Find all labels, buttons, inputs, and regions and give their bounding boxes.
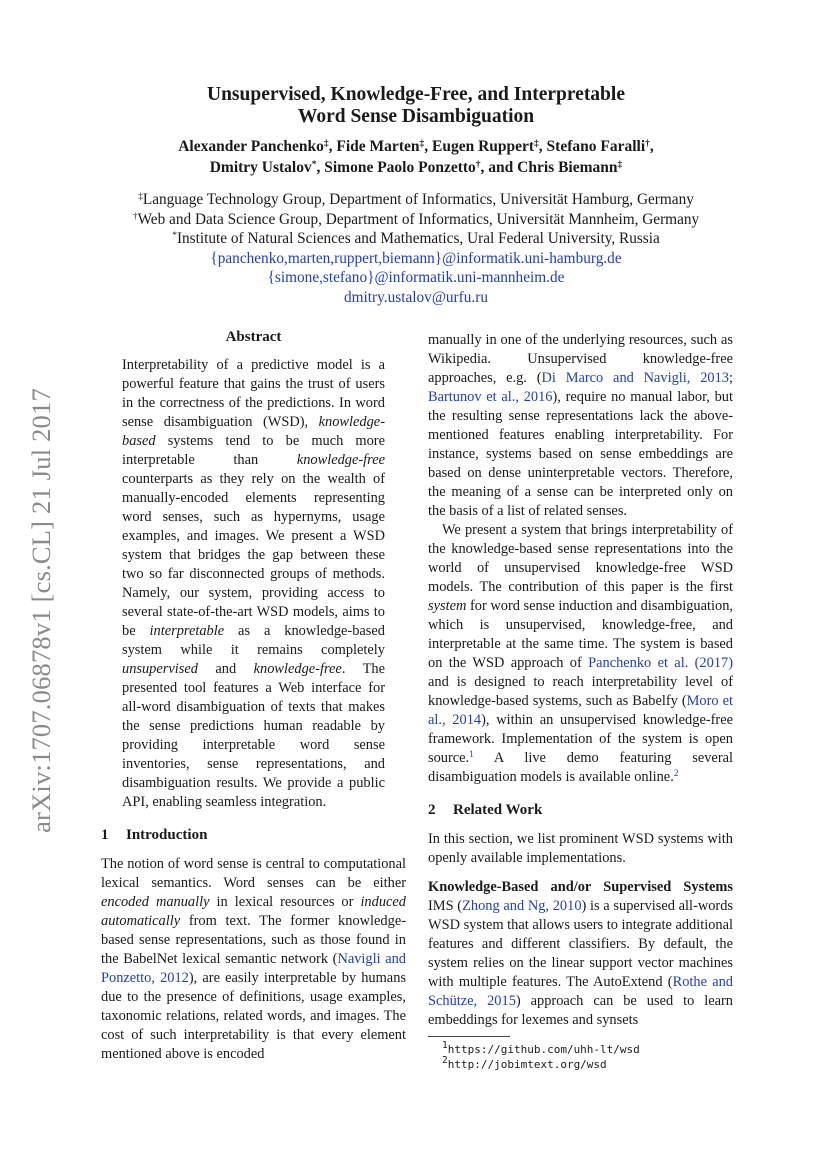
affiliation-mark: † bbox=[475, 160, 481, 170]
footnote-1 bbox=[428, 1042, 733, 1057]
citation-link[interactable]: Bartunov et al., 2016 bbox=[428, 389, 553, 405]
text-run: We present a system that brings interpretability of the knowledge-based sense representations into the world of unsupervised knowledge-free WSD models. The contribution of this paper is the first bbox=[428, 522, 733, 595]
footnote-url[interactable]: http://jobimtext.org/wsd bbox=[447, 1058, 607, 1071]
email-hamburg[interactable]: {panchenko,marten,ruppert,biemann}@informatik.uni-hamburg.de bbox=[210, 249, 622, 267]
text-run: manually in one of the underlying resources, such as Wikipedia. Unsupervised knowledge-free approaches, e.g. ( bbox=[428, 332, 733, 386]
title-line-2: Word Sense Disambiguation bbox=[297, 106, 535, 127]
text-run: in lexical resources or bbox=[209, 894, 361, 910]
arxiv-identifier: arXiv:1707.06878v1 [cs.CL] 21 Jul 2017 bbox=[25, 387, 56, 833]
citation-link[interactable]: Panchenko et al. (2017) bbox=[588, 655, 733, 671]
paragraph bbox=[428, 331, 733, 521]
author-list bbox=[100, 136, 732, 178]
emphasis: knowledge-based bbox=[122, 414, 385, 449]
emphasis: interpretable bbox=[149, 623, 225, 639]
footnote-url[interactable]: https://github.com/uhh-lt/wsd bbox=[447, 1043, 640, 1056]
text-run: and is designed to reach interpretability level of knowledge-based systems, such as Babelfy ( bbox=[428, 674, 733, 709]
author-name: Fide Marten bbox=[336, 138, 420, 155]
text-run: ), require no manual labor, but the resulting sense representations lack the above-mentioned features enabling interpretability. For instance, systems based on sense embeddings are based on dense uninterpretable vectors. Therefore, the meaning of a sense can be interpreted only on the basis of a list of related senses. bbox=[428, 389, 733, 519]
author-name: Simone Paolo Ponzetto bbox=[324, 159, 476, 176]
affiliation-mark: * bbox=[172, 231, 177, 242]
emphasis: unsupervised bbox=[122, 661, 198, 677]
citation-link[interactable]: Rothe and Schütze, 2015 bbox=[428, 974, 733, 1009]
affiliation-mark: † bbox=[132, 211, 138, 222]
footnote-marker[interactable]: 1 bbox=[469, 750, 474, 760]
footnote-2 bbox=[428, 1057, 733, 1072]
author-name: Stefano Faralli bbox=[546, 138, 646, 155]
text-run: A live demo featuring several disambiguation models is available online. bbox=[428, 750, 733, 785]
email-urfu[interactable]: dmitry.ustalov@urfu.ru bbox=[344, 288, 488, 306]
section-heading-introduction bbox=[101, 826, 406, 845]
text-run: . The presented tool features a Web interface for all-word disambiguation of texts that makes the sense predictions human readable by providing interpretable word sense inventories, sense representations, and disambiguation results. We provide a public API, enabling seamless integration. bbox=[122, 661, 385, 810]
title-line-1: Unsupervised, Knowledge-Free, and Interpretable bbox=[207, 84, 625, 105]
email-mannheim[interactable]: {simone,stefano}@informatik.uni-mannheim.de bbox=[267, 269, 565, 287]
citation-link[interactable]: Moro et al., 2014 bbox=[428, 693, 733, 728]
affiliation-mannheim bbox=[90, 210, 742, 230]
section-number: 2 bbox=[428, 802, 436, 818]
text-run: ; bbox=[728, 370, 733, 386]
author-name: Dmitry Ustalov bbox=[209, 159, 312, 176]
text-run: systems tend to be much more interpretable than bbox=[122, 433, 385, 468]
affiliation-text: Institute of Natural Sciences and Mathematics, Ural Federal University, Russia bbox=[176, 230, 660, 248]
text-run: counterparts as they rely on the wealth of manually-encoded elements representing word senses, such as hypernyms, usage examples, and images. We present a WSD system that bridges the gap between these two so far disconnected groups of methods. Namely, our system, providing access to several state-of-the-art WSD models, aims to be bbox=[122, 471, 385, 639]
abstract-text bbox=[101, 356, 406, 812]
text-run: ) approach can be used to learn embeddings for lexemes and synsets bbox=[428, 993, 734, 1028]
section-number: 1 bbox=[101, 827, 109, 843]
footnote-marker[interactable]: 2 bbox=[673, 769, 679, 779]
abstract-heading: Abstract bbox=[225, 329, 282, 345]
affiliation-hamburg bbox=[90, 190, 742, 210]
section-heading-related-work bbox=[428, 801, 733, 820]
text-run: IMS ( bbox=[428, 898, 463, 914]
citation-link[interactable]: Zhong and Ng, 2010 bbox=[462, 898, 582, 914]
affiliation-mark: † bbox=[645, 139, 650, 149]
text-run: as a knowledge-based system while it remains completely bbox=[122, 623, 385, 658]
text-run: from text. The former knowledge-based sense representations, such as those found in the BabelNet lexical semantic network ( bbox=[101, 913, 406, 967]
emphasis: system bbox=[428, 598, 467, 614]
text-run: ), within an unsupervised knowledge-free framework. Implementation of the system is open source. bbox=[428, 712, 733, 766]
emphasis: induced automatically bbox=[101, 894, 406, 929]
arxiv-sidebar-stamp bbox=[12, 370, 70, 850]
left-column bbox=[101, 328, 406, 1064]
author-line-1: Alexander Panchenko‡, Fide Marten‡, Eugen Ruppert‡, Stefano Faralli†, bbox=[178, 138, 654, 155]
text-run: and bbox=[197, 661, 254, 677]
emphasis: knowledge-free bbox=[253, 661, 342, 677]
footnotes bbox=[428, 1036, 733, 1072]
text-run: for word sense induction and disambiguation, which is unsupervised, knowledge-free, and interpretable at the same time. The system is based on the WSD approach of bbox=[428, 598, 733, 671]
footnote-divider bbox=[428, 1036, 510, 1037]
affiliations bbox=[90, 190, 742, 308]
author-name: Alexander Panchenko bbox=[178, 138, 324, 155]
author-name: Eugen Ruppert bbox=[431, 138, 535, 155]
section-title: Related Work bbox=[453, 802, 543, 818]
affiliation-urfu bbox=[90, 229, 742, 249]
author-name: Chris Biemann bbox=[517, 159, 618, 176]
paper-title bbox=[100, 84, 732, 128]
affiliation-mark: ‡ bbox=[323, 139, 329, 149]
paragraph: In this section, we list prominent WSD systems with openly available implementations. bbox=[428, 831, 733, 866]
affiliation-mark: ‡ bbox=[534, 139, 539, 149]
footnote-number: 2 bbox=[442, 1055, 448, 1066]
text-run: ), are easily interpretable by humans due to the presence of definitions, usage examples, taxonomic relations, related words, and images. The cost of such interpretability is that every element mentioned above is encoded bbox=[101, 970, 406, 1062]
paragraph-heading: Knowledge-Based and/or Supervised Systems bbox=[428, 879, 733, 895]
affiliation-text: Language Technology Group, Department of Informatics, Universität Hamburg, Germany bbox=[142, 191, 694, 208]
footnote-number: 1 bbox=[442, 1040, 448, 1051]
citation-link[interactable]: Navigli and Ponzetto, 2012 bbox=[101, 951, 406, 986]
emphasis: knowledge-free bbox=[296, 452, 385, 468]
affiliation-mark: ‡ bbox=[617, 160, 623, 170]
author-line-2: Dmitry Ustalov*, Simone Paolo Ponzetto†, and Chris Biemann‡ bbox=[209, 159, 623, 176]
affiliation-text: Web and Data Science Group, Department of Informatics, Universität Mannheim, Germany bbox=[137, 210, 700, 228]
section-title: Introduction bbox=[126, 827, 208, 843]
paragraph bbox=[428, 521, 733, 787]
affiliation-mark: ‡ bbox=[419, 139, 425, 149]
text-run: Interpretability of a predictive model is a powerful feature that gains the trust of users in the correctness of the predictions. In word sense disambiguation (WSD), bbox=[122, 357, 385, 430]
emphasis: encoded manually bbox=[101, 894, 210, 910]
text-run: The notion of word sense is central to computational lexical semantics. Word senses can be either bbox=[101, 856, 406, 891]
text-run: ) is a supervised all-words WSD system that allows users to integrate additional features and different classifiers. By default, the system relies on the linear support vector machines with multiple features. The AutoExtend ( bbox=[428, 898, 733, 990]
intro-paragraph bbox=[101, 855, 406, 1064]
affiliation-mark: * bbox=[311, 160, 317, 170]
right-column bbox=[428, 331, 733, 1072]
citation-link[interactable]: Di Marco and Navigli, 2013 bbox=[541, 370, 729, 386]
affiliation-mark: ‡ bbox=[138, 192, 143, 202]
paragraph bbox=[428, 878, 733, 1030]
